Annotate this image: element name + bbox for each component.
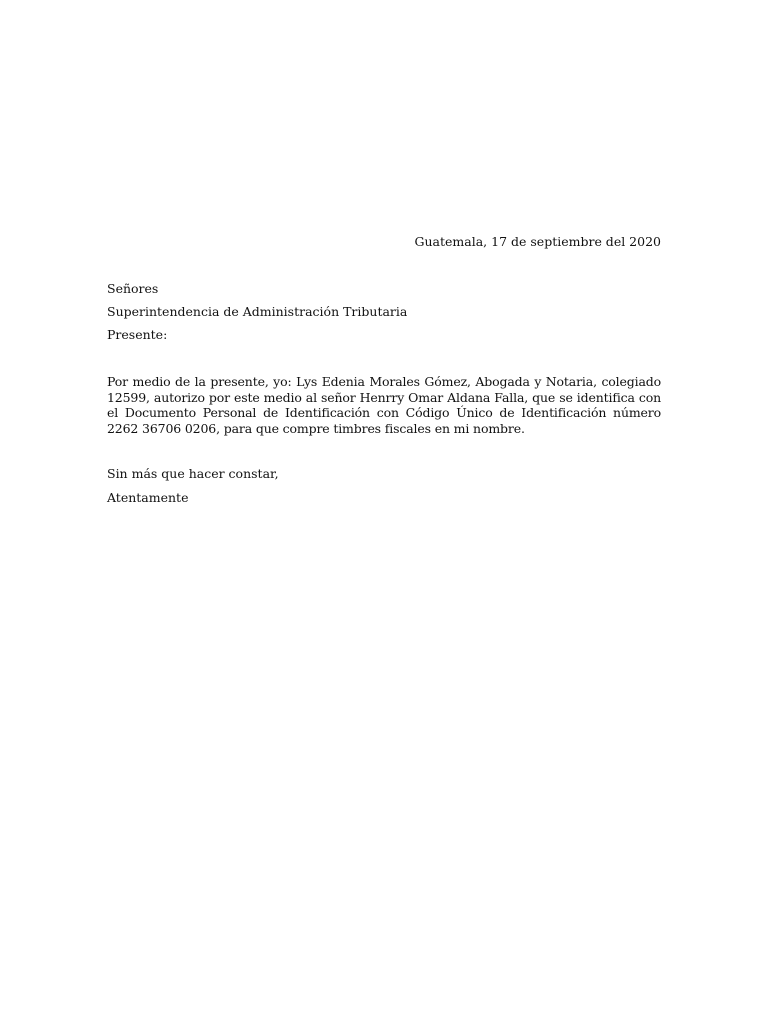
- body-paragraph: Por medio de la presente, yo: Lys Edenia Morales Gómez, Abogada y Notaria, colegiado 12599, autorizo por este medio al señor Henrry Omar Aldana Falla, que se identifica con el Documento Personal de Identificación con Código Único de Identificación número 2262 36706 0206, para que compre timbres fiscales en mi nombre.: [107, 374, 661, 436]
- signoff-line: Atentamente: [107, 490, 189, 505]
- date-line: Guatemala, 17 de septiembre del 2020: [414, 234, 661, 249]
- recipient-name: Superintendencia de Administración Tributaria: [107, 304, 408, 319]
- closing-line: Sin más que hacer constar,: [107, 466, 279, 481]
- presente-line: Presente:: [107, 327, 168, 342]
- salutation: Señores: [107, 281, 159, 296]
